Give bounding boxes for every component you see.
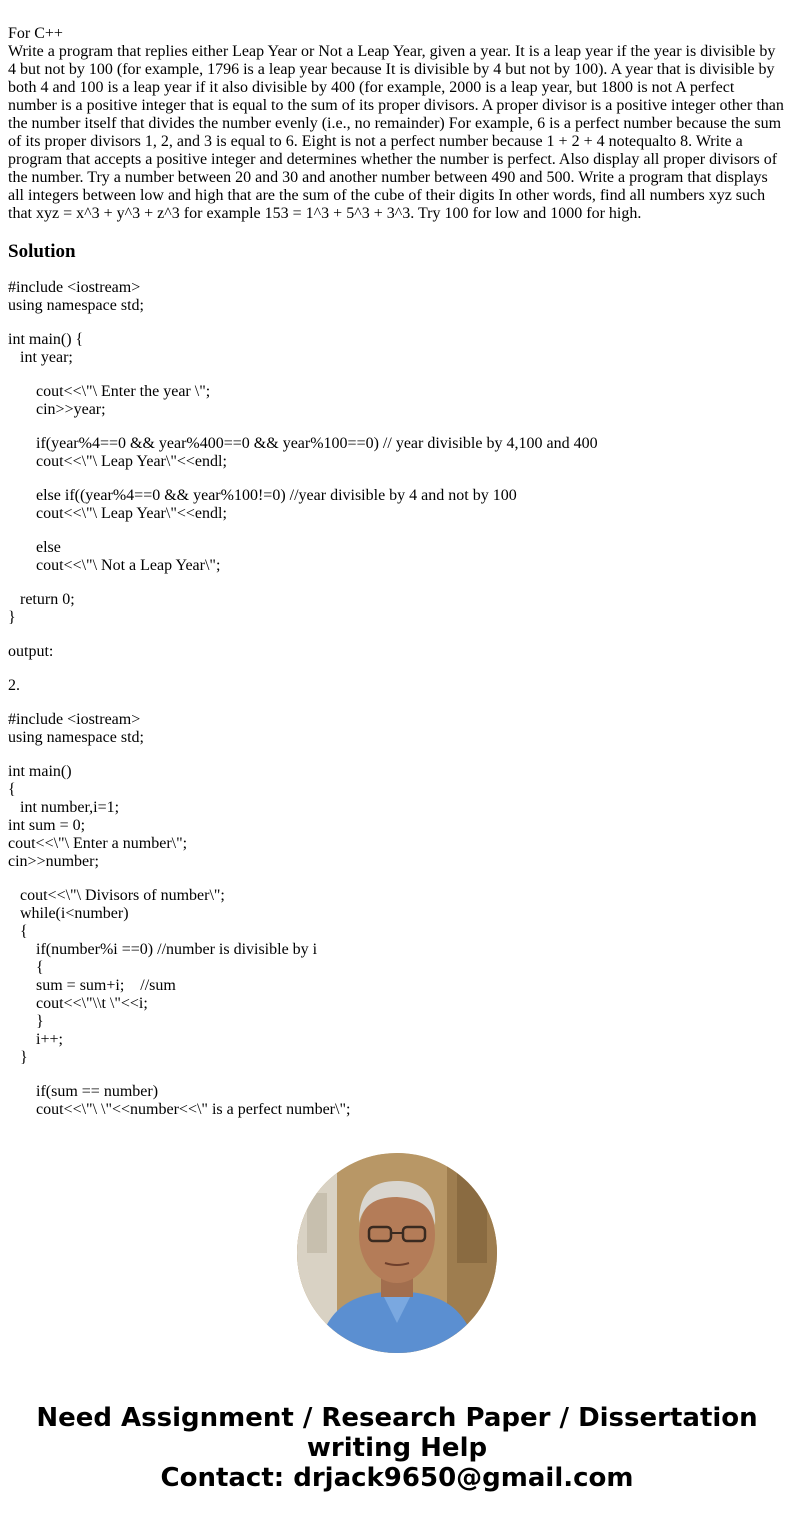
promo-section (0, 1153, 794, 1513)
promo-contact[interactable]: Contact: drjack9650@gmail.com (160, 1463, 634, 1493)
code-line (8, 471, 786, 487)
code-line: if(sum == number) (8, 1083, 159, 1100)
code-line: cout<<\"\\t \"<<i; (8, 995, 148, 1012)
code-line (8, 315, 786, 331)
document-content (8, 25, 786, 1123)
code-line: cout<<\"\ \"<<number<<\" is a perfect number\"; (8, 1101, 351, 1118)
code-line: cout<<\"\ Divisors of number\"; (8, 887, 225, 904)
code-line: cout<<\"\ Enter the year \"; (8, 383, 211, 400)
code-line: cout<<\"\ Enter a number\"; (8, 835, 188, 852)
code-line: #include <iostream> (8, 711, 141, 728)
code-line (8, 871, 786, 887)
author-photo (297, 1153, 497, 1353)
code-line: { (8, 959, 44, 976)
code-line (8, 695, 786, 711)
code-line (8, 661, 786, 677)
code-line: 2. (8, 677, 20, 694)
solution-code (8, 279, 786, 1119)
code-line (8, 367, 786, 383)
code-line: int year; (8, 349, 73, 366)
code-line: else (8, 539, 61, 556)
code-line: #include <iostream> (8, 279, 141, 296)
code-line: int sum = 0; (8, 817, 86, 834)
code-line: { (8, 923, 28, 940)
code-line: if(number%i ==0) //number is divisible by i (8, 941, 318, 958)
code-line: else if((year%4==0 && year%100!=0) //year divisible by 4 and not by 100 (8, 487, 517, 504)
code-line: cin>>year; (8, 401, 106, 418)
code-line: while(i<number) (8, 905, 129, 922)
promo-line-1: Need Assignment / Research Paper / Dissertation (36, 1403, 758, 1433)
code-line (8, 627, 786, 643)
code-line: return 0; (8, 591, 75, 608)
code-line: cout<<\"\ Leap Year\"<<endl; (8, 505, 227, 522)
promo-text (0, 1403, 794, 1493)
code-line: output: (8, 643, 54, 660)
code-line: cout<<\"\ Not a Leap Year\"; (8, 557, 221, 574)
question-body: Write a program that replies either Leap Year or Not a Leap Year, given a year. It is a leap year if the year is divisible by 4 but not by 100 (for example, 1796 is a leap year because It is divisible by 4 but not by 100). A year that is divisible by both 4 and 100 is a leap year if it also divisible by 400 (for example, 2000 is a leap year, but 1800 is not A perfect number is a positive integer that is equal to the sum of its proper divisors. A proper divisor is a positive integer other than the number itself that divides the number evenly (i.e., no remainder) For example, 6 is a perfect number because the sum of its proper divisors 1, 2, and 3 is equal to 6. Eight is not a perfect number because 1 + 2 + 4 notequalto 8. Write a program that accepts a positive integer and determines whether the number is perfect. Also display all proper divisors of the number. Try a number between 20 and 30 and another number between 490 and 500. Write a program that displays all integers between low and high that are the sum of the cube of their digits In other words, find all numbers xyz such that xyz = x^3 + y^3 + z^3 for example 153 = 1^3 + 5^3 + 3^3. Try 100 for low and 1000 for high. (8, 43, 784, 222)
code-line (8, 523, 786, 539)
code-line (8, 419, 786, 435)
solution-heading: Solution (8, 241, 76, 262)
code-line: } (8, 1049, 28, 1066)
question-title: For C++ (8, 25, 63, 42)
code-line: using namespace std; (8, 297, 144, 314)
code-line: int main() (8, 763, 72, 780)
code-line: cout<<\"\ Leap Year\"<<endl; (8, 453, 227, 470)
code-line: i++; (8, 1031, 63, 1048)
code-line: int main() { (8, 331, 84, 348)
code-line: sum = sum+i; //sum (8, 977, 176, 994)
code-line: if(year%4==0 && year%400==0 && year%100==0) // year divisible by 4,100 and 400 (8, 435, 598, 452)
code-line: cin>>number; (8, 853, 99, 870)
code-line (8, 1067, 786, 1083)
code-line (8, 747, 786, 763)
code-line (8, 575, 786, 591)
code-line: int number,i=1; (8, 799, 120, 816)
code-line: using namespace std; (8, 729, 144, 746)
code-line: } (8, 609, 16, 626)
question-text (8, 25, 786, 223)
code-line: { (8, 781, 16, 798)
promo-line-2: writing Help (306, 1433, 488, 1463)
person-portrait-image (297, 1153, 497, 1353)
code-line: } (8, 1013, 44, 1030)
